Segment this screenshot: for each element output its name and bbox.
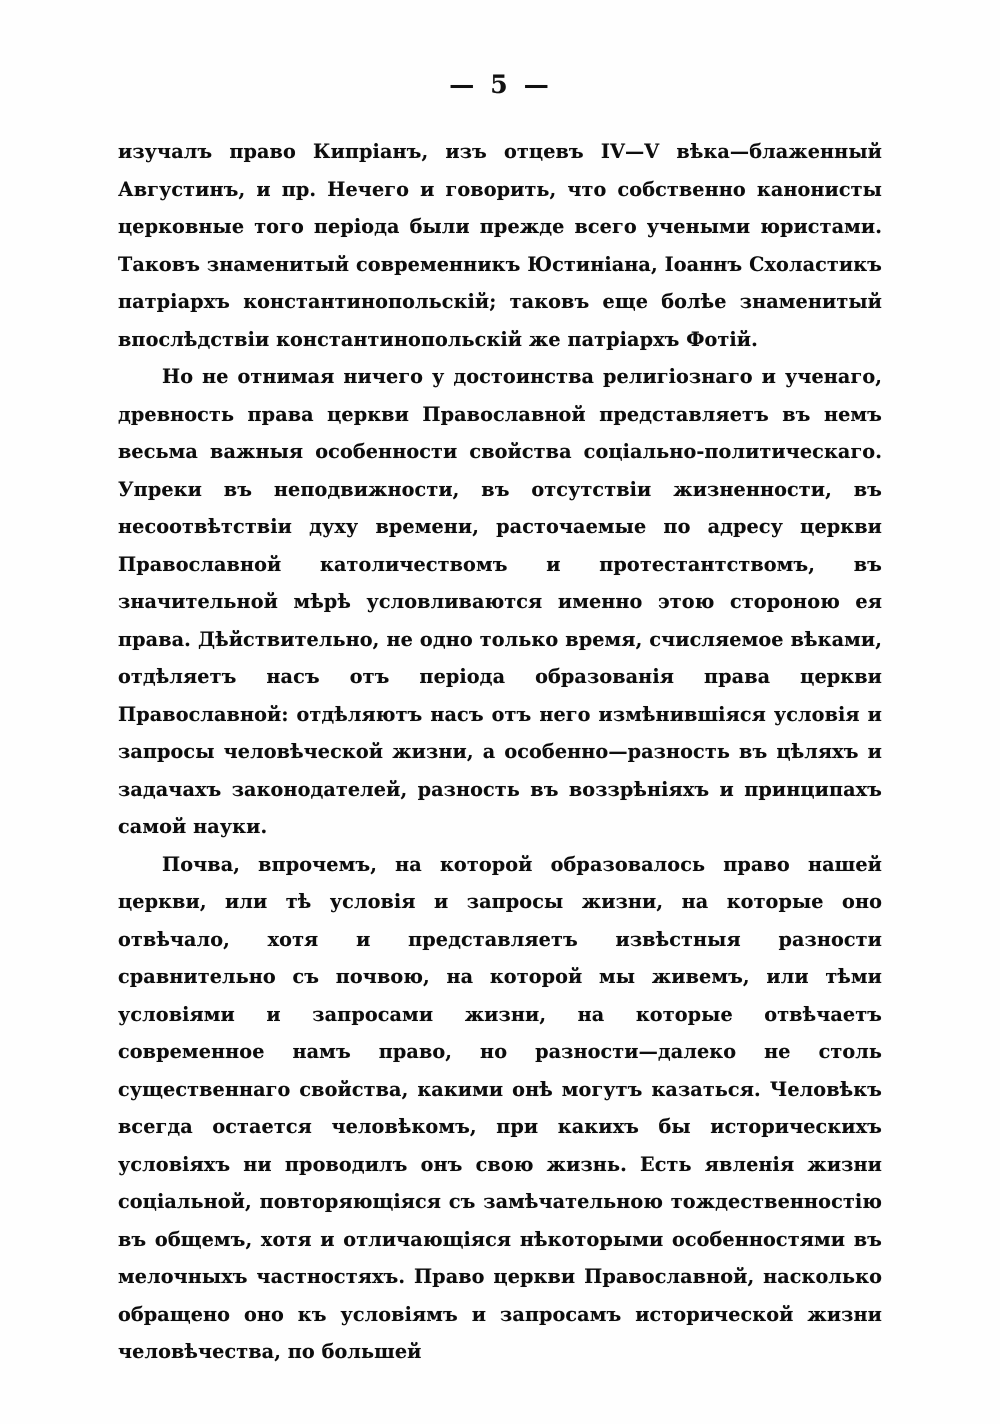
- page-number: 5: [490, 70, 510, 99]
- header-dash-left: —: [449, 70, 477, 99]
- page-header: [118, 70, 882, 99]
- page-body: [118, 133, 882, 1371]
- header-dash-right: —: [523, 70, 551, 99]
- paragraph-3: Почва, впрочемъ, на которой образовалось право нашей церкви, или тѣ условія и запросы жизни, на которые оно отвѣчало, хотя и представляетъ извѣстныя разности сравнительно съ почвою, на которой мы живемъ, или тѣми условіями и запросами жизни, на которые отвѣчаетъ современное намъ право, но разности—далеко не столь существеннаго свойства, какими онѣ могутъ казаться. Человѣкъ всегда остается человѣкомъ, при какихъ бы историческихъ условіяхъ ни проводилъ онъ свою жизнь. Есть явленія жизни соціальной, повторяющіяся съ замѣчательною тождественностію въ общемъ, хотя и отличающіяся нѣкоторыми особенностями въ мелочныхъ частностяхъ. Право церкви Православной, насколько обращено оно къ условіямъ и запросамъ исторической жизни человѣчества, по большей: [118, 852, 882, 1363]
- paragraph-1: изучалъ право Кипріанъ, изъ отцевъ IV—V вѣка—блаженный Августинъ, и пр. Нечего и говорить, что собственно канонисты церковные того періода были прежде всего учеными юристами. Таковъ знаменитый современникъ Юстиніана, Іоаннъ Схоластикъ патріархъ константинопольскій; таковъ еще болѣе знаменитый впослѣдствіи константинопольскій же патріархъ Фотій.: [118, 140, 882, 351]
- paragraph-2: Но не отнимая ничего у достоинства религіознаго и ученаго, древность права церкви Православной представляетъ въ немъ весьма важныя особенности свойства соціально-политическаго. Упреки въ неподвижности, въ отсутствіи жизненности, въ несоотвѣтствіи духу времени, расточаемые по адресу церкви Православной католичествомъ и протестантствомъ, въ значительной мѣрѣ условливаются именно этою стороною ея права. Дѣйствительно, не одно только время, счисляемое вѣками, отдѣляетъ насъ отъ періода образованія права церкви Православной: отдѣляютъ насъ отъ него измѣнившіяся условія и запросы человѣческой жизни, а особенно—разность въ цѣляхъ и задачахъ законодателей, разность въ воззрѣніяхъ и принципахъ самой науки.: [118, 365, 882, 838]
